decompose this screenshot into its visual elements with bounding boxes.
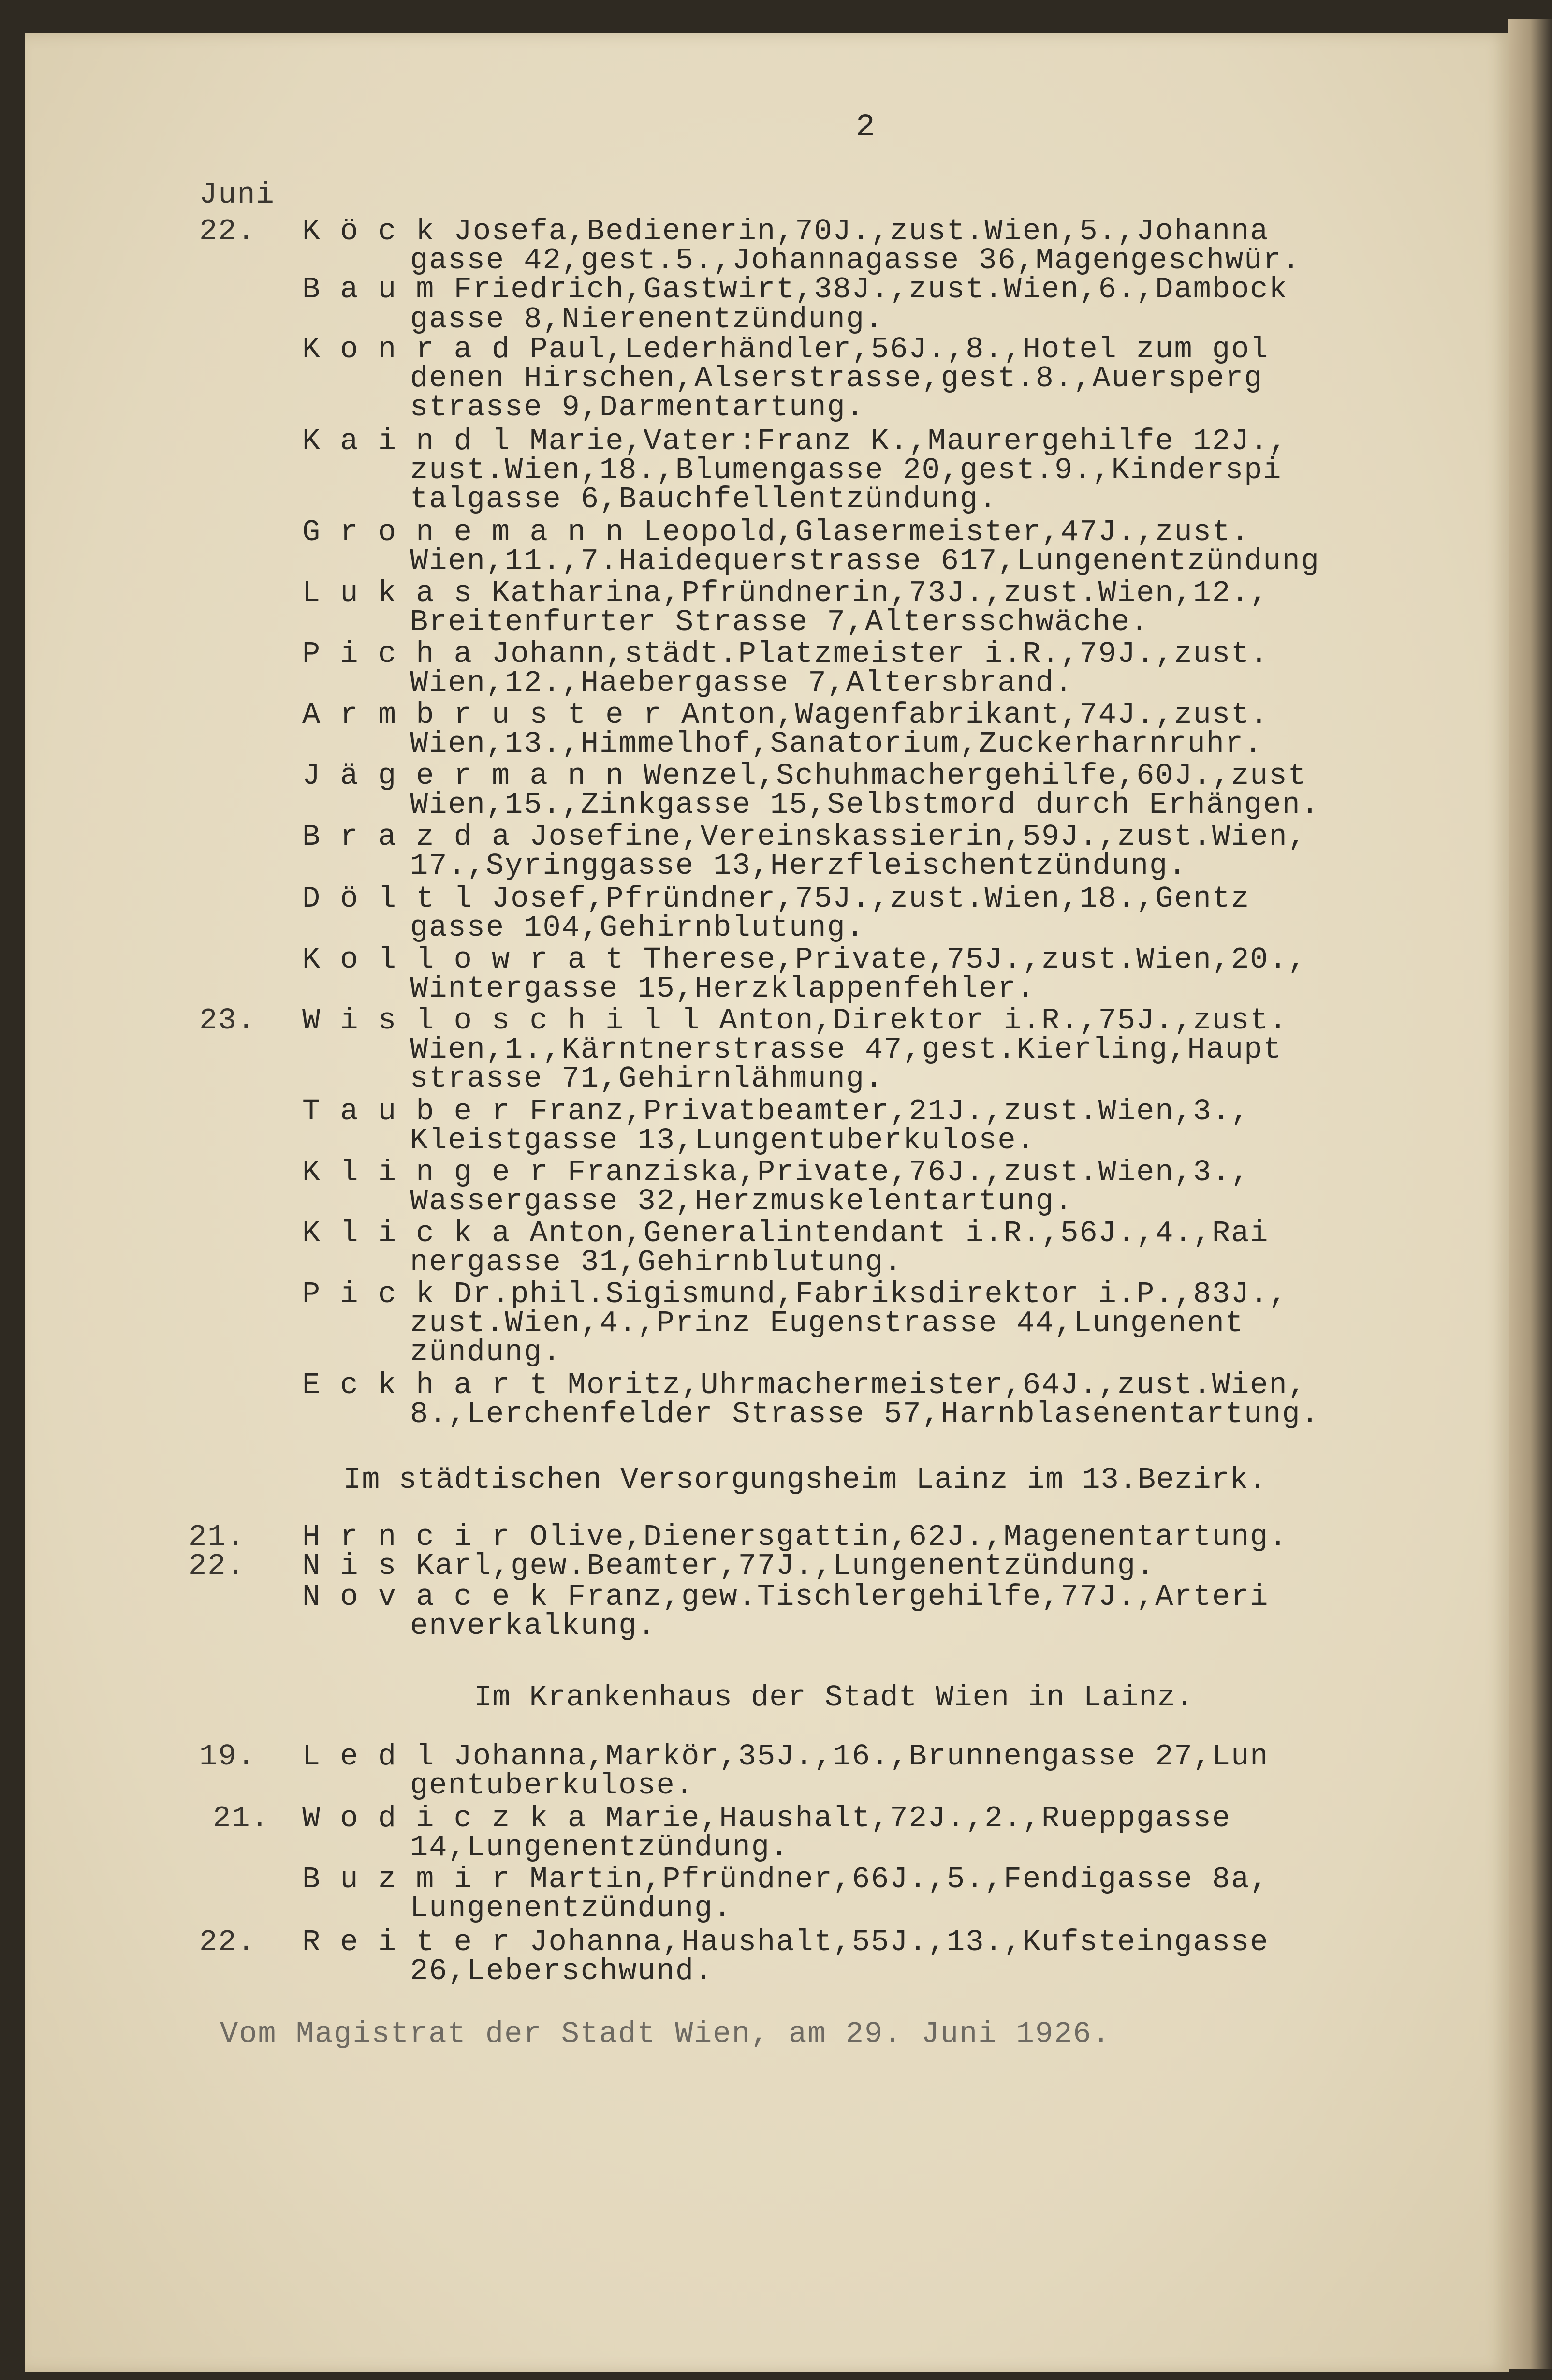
entry-line: W o d i c z k a Marie,Haushalt,72J.,2.,Rueppgasse: [302, 1801, 1231, 1836]
entry-line: zust.Wien,4.,Prinz Eugenstrasse 44,Lungenent: [410, 1306, 1245, 1340]
entry-line: G r o n e m a n n Leopold,Glasermeister,47J.,zust.: [302, 515, 1250, 549]
entry-line: K a i n d l Marie,Vater:Franz K.,Maurergehilfe 12J.,: [302, 424, 1288, 458]
entry-line: talgasse 6,Bauchfellentzündung.: [410, 482, 998, 516]
entry-line: P i c h a Johann,städt.Platzmeister i.R.,79J.,zust.: [302, 637, 1269, 671]
entry-line: R e i t e r Johanna,Haushalt,55J.,13.,Kufsteingasse: [302, 1925, 1269, 1959]
entry-line: gasse 42,gest.5.,Johannagasse 36,Magengeschwür.: [410, 243, 1301, 278]
entry-line: N i s Karl,gew.Beamter,77J.,Lungenentzündung.: [302, 1549, 1156, 1583]
entry-line: Wien,15.,Zinkgasse 15,Selbstmord durch Erhängen.: [410, 788, 1320, 822]
entry-line: H r n c i r Olive,Dienersgattin,62J.,Magenentartung.: [302, 1520, 1288, 1554]
entry-line: strasse 9,Darmentartung.: [410, 390, 865, 425]
adjacent-page-edge: [1508, 19, 1552, 2369]
entry-line: L u k a s Katharina,Pfründnerin,73J.,zust.Wien,12.,: [302, 576, 1269, 610]
entry-line: strasse 71,Gehirnlähmung.: [410, 1061, 884, 1096]
entry-line: E c k h a r t Moritz,Uhrmachermeister,64J.,zust.Wien,: [302, 1368, 1307, 1402]
entry-line: 8.,Lerchenfelder Strasse 57,Harnblasenentartung.: [410, 1397, 1320, 1431]
entry-line: K o n r a d Paul,Lederhändler,56J.,8.,Hotel zum gol: [302, 332, 1269, 367]
entry-line: B u z m i r Martin,Pfründner,66J.,5.,Fendigasse 8a,: [302, 1862, 1269, 1896]
page-number: 2: [856, 109, 876, 145]
section-heading: Im Krankenhaus der Stadt Wien in Lainz.: [474, 1680, 1195, 1715]
entry-line: nergasse 31,Gehirnblutung.: [410, 1245, 903, 1279]
entry-line: L e d l Johanna,Markör,35J.,16.,Brunnengasse 27,Lun: [302, 1739, 1269, 1774]
entry-line: P i c k Dr.phil.Sigismund,Fabriksdirektor i.P.,83J.,: [302, 1277, 1288, 1311]
entry-line: N o v a c e k Franz,gew.Tischlergehilfe,77J.,Arteri: [302, 1580, 1269, 1614]
entry-line: Lungenentzündung.: [410, 1891, 732, 1925]
date-label: 21.: [189, 1520, 246, 1554]
entry-line: gasse 104,Gehirnblutung.: [410, 911, 865, 945]
date-label: 22.: [199, 214, 256, 249]
entry-line: B r a z d a Josefine,Vereinskassierin,59J.,zust.Wien,: [302, 820, 1307, 854]
entry-line: denen Hirschen,Alserstrasse,gest.8.,Auersperg: [410, 361, 1263, 396]
entry-line: Kleistgasse 13,Lungentuberkulose.: [410, 1123, 1036, 1158]
entry-line: Wien,1.,Kärntnerstrasse 47,gest.Kierling,Haupt: [410, 1032, 1282, 1067]
entry-line: Breitenfurter Strasse 7,Altersschwäche.: [410, 605, 1150, 639]
entry-line: T a u b e r Franz,Privatbeamter,21J.,zust.Wien,3.,: [302, 1094, 1250, 1129]
entry-line: A r m b r u s t e r Anton,Wagenfabrikant,74J.,zust.: [302, 698, 1269, 732]
entry-line: J ä g e r m a n n Wenzel,Schuhmachergehilfe,60J.,zust: [302, 759, 1307, 793]
entry-line: gasse 8,Nierenentzündung.: [410, 302, 884, 337]
entry-line: K ö c k Josefa,Bedienerin,70J.,zust.Wien,5.,Johanna: [302, 214, 1269, 249]
entry-line: W i s l o s c h i l l Anton,Direktor i.R.,75J.,zust.: [302, 1003, 1288, 1038]
entry-line: K l i n g e r Franziska,Private,76J.,zust.Wien,3.,: [302, 1155, 1250, 1190]
date-label: 22.: [189, 1549, 246, 1583]
entry-line: B a u m Friedrich,Gastwirt,38J.,zust.Wien,6.,Dambock: [302, 272, 1288, 307]
date-label: 19.: [199, 1739, 256, 1774]
section-heading: Im städtischen Versorgungsheim Lainz im 13.Bezirk.: [343, 1463, 1267, 1497]
date-label: 23.: [199, 1003, 256, 1038]
entry-line: K l i c k a Anton,Generalintendant i.R.,56J.,4.,Rai: [302, 1216, 1269, 1250]
date-label: 21.: [213, 1801, 270, 1836]
entry-line: 14,Lungenentzündung.: [410, 1830, 790, 1865]
date-label: 22.: [199, 1925, 256, 1959]
entry-line: Wintergasse 15,Herzklappenfehler.: [410, 971, 1036, 1006]
entry-line: zust.Wien,18.,Blumengasse 20,gest.9.,Kinderspi: [410, 453, 1282, 487]
entry-line: Wien,11.,7.Haidequerstrasse 617,Lungenentzündung: [410, 544, 1320, 578]
entry-line: D ö l t l Josef,Pfründner,75J.,zust.Wien,18.,Gentz: [302, 881, 1250, 916]
entry-line: 26,Leberschwund.: [410, 1954, 714, 1988]
entry-line: zündung.: [410, 1335, 562, 1369]
entry-line: gentuberkulose.: [410, 1768, 695, 1803]
footer-signature-line: Vom Magistrat der Stadt Wien, am 29. Juni 1926.: [220, 2017, 1111, 2051]
entry-line: Wassergasse 32,Herzmuskelentartung.: [410, 1184, 1074, 1219]
month-label: Juni: [199, 177, 275, 212]
entry-line: 17.,Syringgasse 13,Herzfleischentzündung.: [410, 849, 1187, 883]
entry-line: enverkalkung.: [410, 1609, 657, 1643]
entry-line: Wien,13.,Himmelhof,Sanatorium,Zuckerharnruhr.: [410, 727, 1263, 761]
entry-line: K o l l o w r a t Therese,Private,75J.,zust.Wien,20.,: [302, 942, 1307, 977]
entry-line: Wien,12.,Haebergasse 7,Altersbrand.: [410, 666, 1074, 700]
